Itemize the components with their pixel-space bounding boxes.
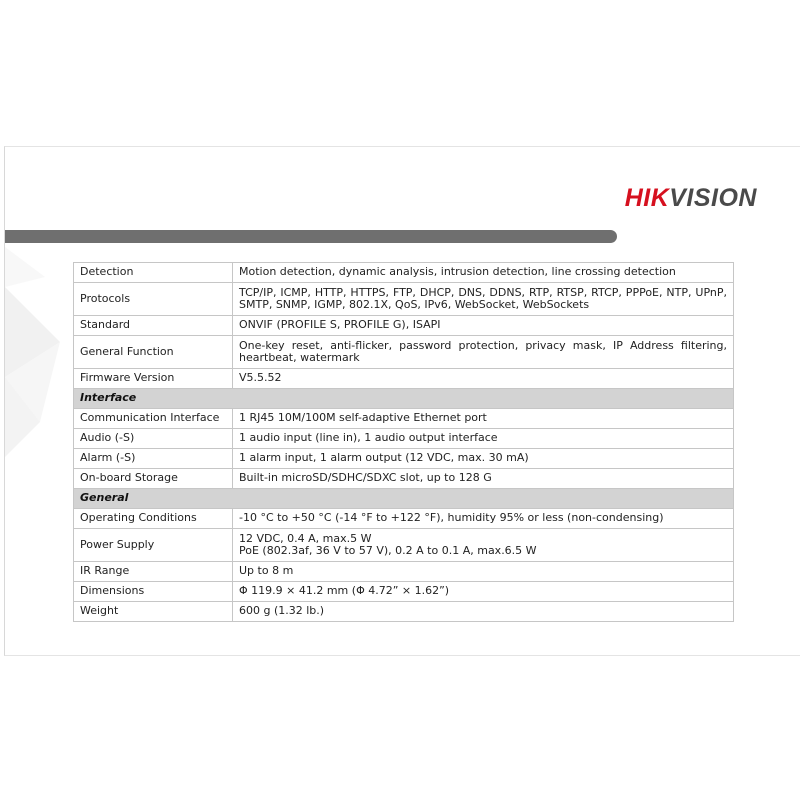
table-row bbox=[74, 602, 734, 622]
table-row bbox=[74, 369, 734, 389]
spec-value: -10 °C to +50 °C (-14 °F to +122 °F), humidity 95% or less (non-condensing) bbox=[233, 509, 734, 529]
spec-label: Audio (-S) bbox=[74, 429, 233, 449]
spec-table bbox=[73, 262, 734, 622]
table-row bbox=[74, 336, 734, 369]
table-row bbox=[74, 283, 734, 316]
header-bar bbox=[5, 230, 617, 243]
section-header-interface bbox=[74, 389, 734, 409]
table-row bbox=[74, 263, 734, 283]
logo-text-vision: VISION bbox=[669, 184, 757, 212]
table-row bbox=[74, 316, 734, 336]
section-title: General bbox=[74, 489, 734, 509]
table-row bbox=[74, 449, 734, 469]
spec-value: V5.5.52 bbox=[233, 369, 734, 389]
power-supply-dc: 12 VDC, 0.4 A, max.5 W bbox=[239, 531, 372, 545]
spec-label: Firmware Version bbox=[74, 369, 233, 389]
spec-label: Dimensions bbox=[74, 582, 233, 602]
spec-value bbox=[233, 529, 734, 562]
decorative-star-graphic bbox=[5, 247, 65, 467]
spec-label: Operating Conditions bbox=[74, 509, 233, 529]
table-row bbox=[74, 529, 734, 562]
section-header-general bbox=[74, 489, 734, 509]
spec-value: Motion detection, dynamic analysis, intrusion detection, line crossing detection bbox=[233, 263, 734, 283]
spec-value: One-key reset, anti-flicker, password protection, privacy mask, IP Address filtering, heartbeat, watermark bbox=[233, 336, 734, 369]
spec-value: ONVIF (PROFILE S, PROFILE G), ISAPI bbox=[233, 316, 734, 336]
table-row bbox=[74, 409, 734, 429]
spec-value: TCP/IP, ICMP, HTTP, HTTPS, FTP, DHCP, DNS, DDNS, RTP, RTSP, RTCP, PPPoE, NTP, UPnP, SMTP, SNMP, IGMP, 802.1X, QoS, IPv6, WebSocket, WebSockets bbox=[233, 283, 734, 316]
table-row bbox=[74, 509, 734, 529]
spec-value: 1 RJ45 10M/100M self-adaptive Ethernet port bbox=[233, 409, 734, 429]
spec-value: Built-in microSD/SDHC/SDXC slot, up to 128 G bbox=[233, 469, 734, 489]
spec-label: Alarm (-S) bbox=[74, 449, 233, 469]
spec-label: Weight bbox=[74, 602, 233, 622]
spec-value: 1 audio input (line in), 1 audio output interface bbox=[233, 429, 734, 449]
spec-value: 600 g (1.32 lb.) bbox=[233, 602, 734, 622]
datasheet-page bbox=[4, 146, 800, 656]
spec-value: Up to 8 m bbox=[233, 562, 734, 582]
power-supply-poe: PoE (802.3af, 36 V to 57 V), 0.2 A to 0.1 A, max.6.5 W bbox=[239, 544, 537, 557]
spec-label: General Function bbox=[74, 336, 233, 369]
spec-value: 1 alarm input, 1 alarm output (12 VDC, max. 30 mA) bbox=[233, 449, 734, 469]
table-row bbox=[74, 582, 734, 602]
spec-label: Power Supply bbox=[74, 529, 233, 562]
spec-label: Detection bbox=[74, 263, 233, 283]
table-row bbox=[74, 562, 734, 582]
spec-label: IR Range bbox=[74, 562, 233, 582]
spec-label: On-board Storage bbox=[74, 469, 233, 489]
spec-label: Standard bbox=[74, 316, 233, 336]
table-row bbox=[74, 469, 734, 489]
logo-text-hik: HIK bbox=[624, 184, 670, 212]
spec-value: Φ 119.9 × 41.2 mm (Φ 4.72” × 1.62”) bbox=[233, 582, 734, 602]
spec-label: Communication Interface bbox=[74, 409, 233, 429]
spec-label: Protocols bbox=[74, 283, 233, 316]
section-title: Interface bbox=[74, 389, 734, 409]
hikvision-logo bbox=[625, 184, 757, 213]
table-row bbox=[74, 429, 734, 449]
